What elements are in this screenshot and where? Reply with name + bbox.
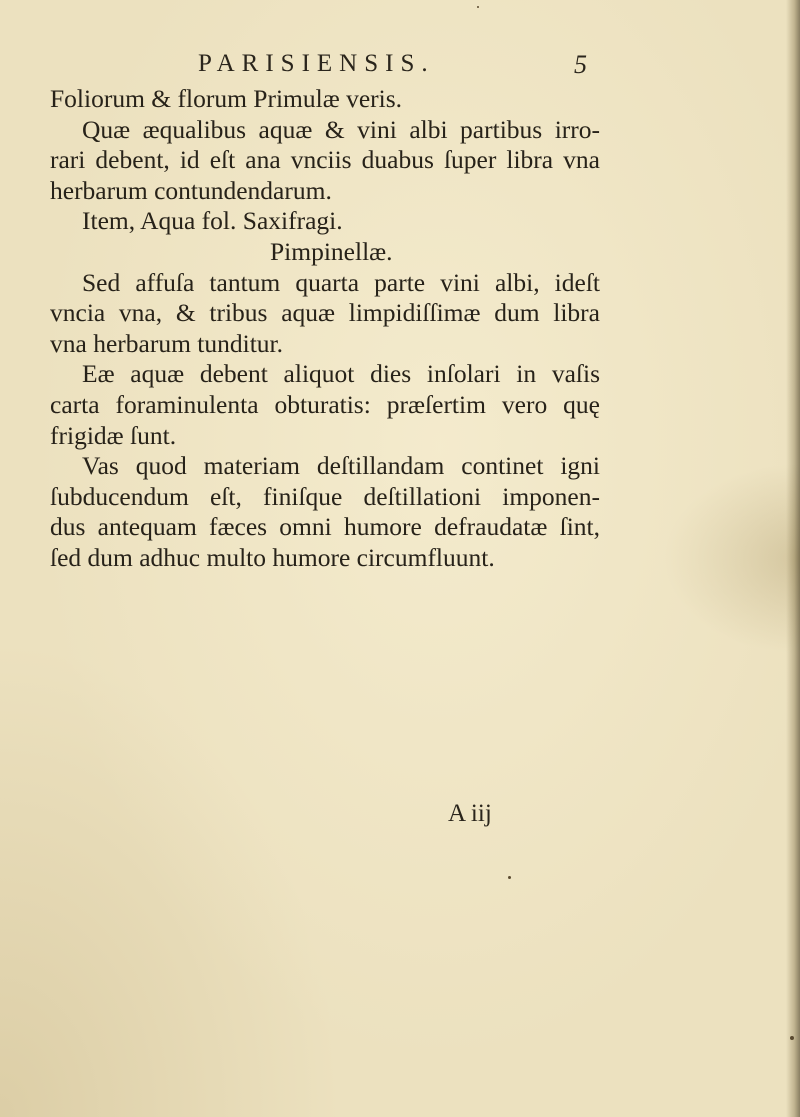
- text-line: Pimpinellæ.: [270, 236, 393, 266]
- paper-speck: [790, 1036, 794, 1040]
- body-text: [50, 84, 600, 574]
- text-line: Quæ æqualibus aquæ & vini albi partibus irro-: [82, 114, 600, 144]
- text-line: vncia vna, & tribus aquæ limpidiſſimæ dum libra: [50, 298, 600, 328]
- page-edge-shadow: [786, 0, 800, 1117]
- text-line: Eæ aquæ debent aliquot dies inſolari in vaſis: [82, 359, 600, 389]
- text-line: Foliorum & florum Primulæ veris.: [50, 84, 403, 113]
- text-line: ſubducendum eſt, finiſque deſtillationi imponen-: [50, 481, 600, 511]
- running-head: [0, 50, 800, 84]
- text-line: rari debent, id eſt ana vnciis duabus ſuper libra vna: [50, 145, 600, 175]
- page-number: 5: [574, 50, 587, 79]
- paper-speck: [477, 6, 479, 8]
- text-line: ſed dum adhuc multo humore circumfluunt.: [50, 542, 495, 572]
- text-line: Vas quod materiam deſtillandam continet igni: [82, 451, 600, 481]
- text-line: vna herbarum tunditur.: [50, 328, 283, 358]
- text-line: carta foraminulenta obturatis: præſertim vero quę: [50, 389, 600, 419]
- text-line: dus antequam fæces omni humore defraudatæ ſint,: [50, 512, 600, 542]
- running-title: PARISIENSIS.: [198, 50, 435, 77]
- paper-speck: [508, 876, 511, 879]
- text-line: Item, Aqua fol. Saxifragi.: [82, 206, 343, 236]
- signature-mark: A iij: [448, 800, 492, 827]
- text-line: Sed affuſa tantum quarta parte vini albi, ideſt: [82, 267, 600, 297]
- text-line: frigidæ ſunt.: [50, 420, 177, 450]
- text-line: herbarum contundendarum.: [50, 175, 332, 205]
